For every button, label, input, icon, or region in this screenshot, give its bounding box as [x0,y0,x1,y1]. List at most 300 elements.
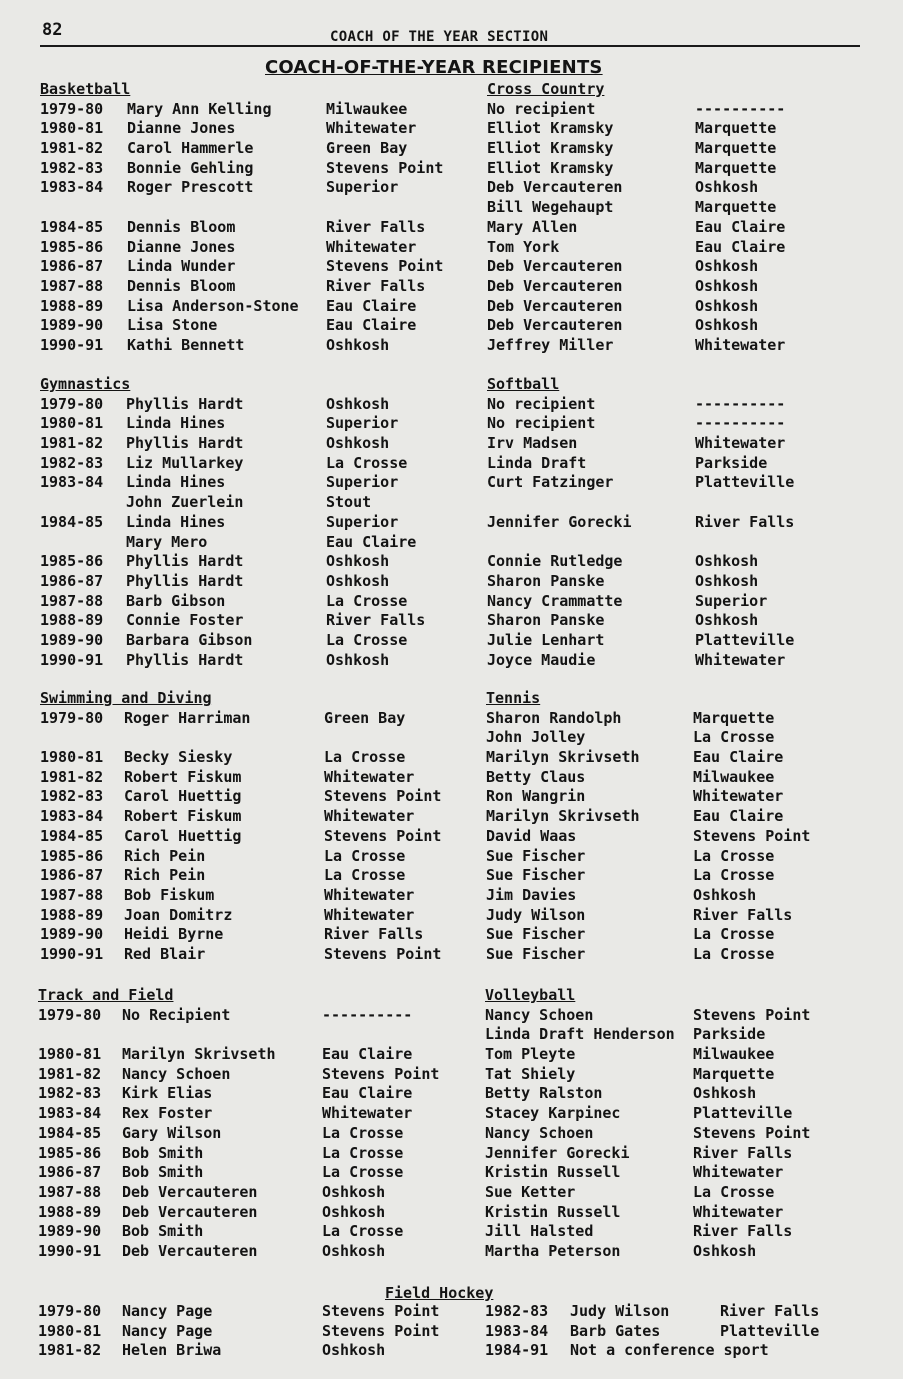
coach-cell: Kristin Russell [485,1163,621,1182]
running-head: COACH OF THE YEAR SECTION [330,29,549,45]
year-cell: 1984-85 [40,217,104,236]
coach-cell: Phyllis Hardt [126,434,244,453]
table-row [40,571,390,592]
table-row [38,1084,413,1104]
year-cell: 1983-84 [40,473,104,492]
school-cell: Stevens Point [324,944,442,963]
year-cell: 1984-85 [38,1123,102,1142]
school-cell: Stevens Point [324,826,442,845]
school-cell: Oshkosh [695,316,759,335]
school-cell: La Crosse [322,1143,404,1162]
table-row [485,1005,811,1026]
table-row [40,276,426,297]
year-cell: 1989-90 [40,630,104,649]
school-cell: Platteville [693,1104,793,1123]
school-cell: La Crosse [324,748,406,767]
table-row [486,944,775,965]
year-cell: 1986-87 [40,257,104,276]
school-cell: La Crosse [693,728,775,747]
table-row [40,826,442,847]
year-cell: 1988-89 [40,905,104,924]
year-cell: 1985-86 [40,846,104,865]
school-cell: Parkside [693,1025,766,1044]
table-row [487,630,795,651]
coach-cell: Deb Vercauteren [487,316,623,335]
table-row [40,532,417,553]
year-cell: 1980-81 [38,1045,102,1064]
table-row [40,925,424,945]
coach-cell: Joyce Maudie [487,650,596,669]
table-row [487,198,777,218]
coach-cell: Stacey Karpinec [485,1104,621,1123]
table-row [487,453,768,474]
year-cell: 1982-83 [485,1302,549,1320]
table-row [486,885,757,906]
school-cell: Oshkosh [322,1182,386,1201]
coach-cell: Bob Fiskum [124,885,215,904]
table-row [40,885,415,906]
coach-cell: Robert Fiskum [124,807,242,826]
school-cell: Whitewater [324,905,415,924]
school-cell: Oshkosh [322,1241,386,1260]
year-cell: 1980-81 [40,119,104,138]
page-title: COACH-OF-THE-YEAR RECIPIENTS [265,57,603,78]
table-row [486,728,775,748]
table-row [40,119,417,139]
table-row [40,414,399,434]
coach-cell: Kathi Bennett [127,335,245,354]
table-row [485,1222,793,1242]
table-row [486,708,775,729]
school-cell: Oshkosh [326,394,390,413]
year-cell: 1983-84 [485,1321,549,1340]
table-row [486,925,775,945]
coach-cell: Rich Pein [124,866,206,885]
year-cell: 1981-82 [40,434,104,453]
coach-cell: Irv Madsen [487,434,578,453]
school-cell: Oshkosh [326,434,390,453]
year-cell: 1987-88 [40,276,104,295]
coach-cell: Barbara Gibson [126,630,253,649]
table-row [486,826,811,847]
table-row [40,217,426,238]
table-row [487,158,777,179]
year-cell: 1979-80 [40,394,104,413]
table-row [485,1104,793,1124]
table-row [487,473,795,493]
coach-cell: Mary Allen [487,217,578,236]
section-heading: Softball [487,375,560,393]
school-cell: Marquette [695,158,777,177]
coach-cell: John Zuerlein [126,493,244,512]
table-row [38,1045,413,1065]
school-cell: River Falls [326,611,426,630]
coach-cell: Becky Siesky [124,748,233,767]
school-cell: ---------- [695,414,786,433]
year-cell: 1984-85 [40,512,104,531]
year-cell: 1983-84 [40,807,104,826]
school-cell: La Crosse [324,846,406,865]
table-row [40,198,130,218]
coach-cell: Linda Draft [487,453,587,472]
coach-cell: Marilyn Skrivseth [122,1045,276,1064]
table-row [487,533,559,553]
coach-cell: Ron Wangrin [486,787,586,806]
table-row [487,139,777,159]
school-cell: La Crosse [693,866,775,885]
year-cell: 1981-82 [40,767,104,786]
coach-cell: Kirk Elias [122,1084,213,1103]
table-row [38,1005,413,1026]
table-row [487,512,795,533]
table-row [486,748,784,768]
school-cell: Marquette [693,708,775,727]
coach-cell: Jeffrey Miller [487,335,614,354]
table-row [485,1241,757,1262]
school-cell: La Crosse [693,846,775,865]
table-row [487,217,786,238]
coach-cell: Nancy Page [122,1321,213,1340]
table-row [40,434,390,454]
table-row [487,276,759,297]
table-row [40,394,390,415]
school-cell: La Crosse [326,630,408,649]
coach-cell: Marilyn Skrivseth [486,748,640,767]
coach-cell: Robert Fiskum [124,767,242,786]
coach-cell: Martha Peterson [485,1241,621,1260]
table-row [487,296,759,317]
school-cell: Stevens Point [322,1321,440,1340]
table-row [40,493,372,513]
school-cell: Superior [695,591,768,610]
school-cell: Platteville [720,1321,820,1340]
table-row [487,611,759,631]
school-cell: La Crosse [693,944,775,963]
coach-cell: Bonnie Gehling [127,158,254,177]
year-cell: 1982-83 [40,787,104,806]
table-row [40,650,390,671]
year-cell: 1985-86 [40,237,104,256]
school-cell: Milwaukee [693,1045,775,1064]
table-row [486,866,775,886]
coach-cell: Jennifer Gorecki [487,512,632,531]
school-cell: Whitewater [326,119,417,138]
coach-cell: Kristin Russell [485,1202,621,1221]
table-row [487,237,786,258]
school-cell: Milwaukee [693,767,775,786]
coach-cell: Deb Vercauteren [487,296,623,315]
coach-cell: Phyllis Hardt [126,552,244,571]
coach-cell: Connie Foster [126,611,244,630]
coach-cell: Sharon Panske [487,571,605,590]
coach-cell: Sue Fischer [486,944,586,963]
coach-cell: No recipient [487,99,596,118]
section-heading: Basketball [40,80,131,98]
coach-cell: Deb Vercauteren [487,178,623,197]
coach-cell: Deb Vercauteren [122,1182,258,1201]
year-cell: 1990-91 [40,335,104,354]
school-cell: Green Bay [324,708,406,727]
school-cell: Milwaukee [326,99,408,118]
table-row [38,1163,404,1183]
coach-cell: Deb Vercauteren [487,276,623,295]
table-row [486,807,784,827]
year-cell: 1987-88 [38,1182,102,1201]
year-cell: 1987-88 [40,885,104,904]
table-row [40,512,399,533]
coach-cell: Betty Ralston [485,1084,603,1103]
coach-cell: Carol Huettig [124,787,242,806]
year-cell: 1984-91 [485,1341,549,1360]
school-cell: Stevens Point [693,826,811,845]
table-row [38,1241,386,1262]
coach-cell: Dennis Bloom [127,276,236,295]
table-row [40,316,417,336]
table-row [485,1084,757,1104]
school-cell: Oshkosh [326,552,390,571]
school-cell: Eau Claire [695,237,786,256]
coach-cell: Liz Mullarkey [126,453,244,472]
school-cell: River Falls [324,925,424,944]
table-row [40,905,415,926]
school-cell: Stevens Point [693,1005,811,1024]
school-cell: Oshkosh [695,552,759,571]
school-cell: Whitewater [695,650,786,669]
school-cell: Marquette [693,1064,775,1083]
section-cross-country [487,80,786,356]
coach-cell: Roger Prescott [127,178,254,197]
year-cell: 1980-81 [38,1321,102,1340]
year-cell: 1982-83 [40,158,104,177]
year-cell: 1979-80 [38,1302,102,1320]
school-cell: Oshkosh [322,1341,386,1360]
table-row [487,591,768,612]
coach-cell: Barb Gibson [126,591,226,610]
school-cell: Whitewater [324,767,415,786]
year-cell: 1981-82 [38,1064,102,1083]
coach-cell: Curt Fatzinger [487,473,614,492]
coach-cell: Phyllis Hardt [126,394,244,413]
table-row [40,767,415,788]
coach-cell: Tom York [487,237,560,256]
table-row [38,1222,404,1242]
year-cell: 1990-91 [38,1241,102,1260]
table-row [40,748,406,768]
school-cell: River Falls [695,512,795,531]
school-cell: La Crosse [326,591,408,610]
year-cell: 1989-90 [38,1222,102,1241]
year-cell: 1986-87 [40,866,104,885]
school-cell: Oshkosh [695,296,759,315]
school-cell: Marquette [695,139,777,158]
coach-cell: Jennifer Gorecki [485,1143,630,1162]
year-cell: 1983-84 [38,1104,102,1123]
school-cell: River Falls [720,1302,820,1320]
coach-cell: Bob Smith [122,1143,204,1162]
school-cell: Whitewater [693,1163,784,1182]
coach-cell: Elliot Kramsky [487,139,614,158]
school-cell: Stevens Point [693,1123,811,1142]
coach-cell: Phyllis Hardt [126,650,244,669]
coach-cell: Nancy Crammatte [487,591,623,610]
field-hockey-heading: Field Hockey [385,1284,494,1302]
section-heading: Track and Field [38,986,174,1004]
school-cell: Whitewater [322,1104,413,1123]
school-cell: Stevens Point [326,158,444,177]
school-cell: Oshkosh [326,335,390,354]
school-cell: Oshkosh [322,1202,386,1221]
table-row [40,787,442,807]
table-row [487,316,759,336]
section-volleyball [485,986,811,1262]
school-cell: Superior [326,178,399,197]
table-row [40,296,417,317]
table-row [38,1182,386,1203]
coach-cell: Deb Vercauteren [122,1202,258,1221]
section-heading: Swimming and Diving [40,689,212,707]
school-cell: Eau Claire [322,1045,413,1064]
coach-cell: Bill Wegehaupt [487,198,614,217]
table-row [40,99,408,120]
coach-cell: Nancy Schoen [485,1005,594,1024]
table-row [487,434,786,454]
school-cell: Stout [326,493,372,512]
school-cell: ---------- [322,1005,413,1024]
school-cell: Green Bay [326,139,408,158]
school-cell: Oshkosh [326,571,390,590]
coach-cell: Jill Halsted [485,1222,594,1241]
coach-cell: Nancy Schoen [122,1064,231,1083]
coach-cell: Red Blair [124,944,206,963]
school-cell: La Crosse [693,925,775,944]
school-cell: Eau Claire [326,296,417,315]
school-cell: Oshkosh [693,1241,757,1260]
coach-cell: Helen Briwa [122,1341,222,1360]
coach-cell: Bob Smith [122,1222,204,1241]
coach-cell: Tat Shiely [485,1064,576,1083]
year-cell: 1990-91 [40,650,104,669]
table-row [487,178,759,198]
table-row [38,1064,440,1085]
section-heading: Volleyball [485,986,576,1004]
year-cell: 1979-80 [40,708,104,727]
table-row [485,1045,775,1065]
school-cell: Superior [326,473,399,492]
school-cell: Eau Claire [693,807,784,826]
coach-cell: Not a conference sport [570,1341,769,1360]
year-cell: 1989-90 [40,925,104,944]
coach-cell: Dianne Jones [127,237,236,256]
coach-cell: David Waas [486,826,577,845]
school-cell: Stevens Point [322,1064,440,1083]
coach-cell: Gary Wilson [122,1123,222,1142]
school-cell: Marquette [695,119,777,138]
year-cell: 1985-86 [38,1143,102,1162]
coach-cell: Lisa Stone [127,316,218,335]
year-cell: 1979-80 [40,99,104,118]
table-row [40,473,399,493]
coach-cell: Linda Draft Henderson [485,1025,675,1044]
table-row [40,846,406,867]
school-cell: La Crosse [326,453,408,472]
section-gymnastics [40,375,426,670]
coach-cell: No recipient [487,414,596,433]
section-basketball [40,80,444,356]
table-row [40,335,390,356]
coach-cell: Rich Pein [124,846,206,865]
table-row [40,591,408,612]
table-row [38,1143,404,1164]
school-cell: Oshkosh [695,571,759,590]
table-row [40,866,406,886]
table-row [485,1064,775,1085]
coach-cell: No recipient [487,394,596,413]
table-row [40,237,417,258]
coach-cell: Linda Hines [126,473,226,492]
year-cell: 1982-83 [38,1084,102,1103]
table-row [485,1182,775,1203]
school-cell: ---------- [695,99,786,118]
table-row [485,1123,811,1144]
coach-cell: Sue Fischer [486,866,586,885]
coach-cell: Mary Ann Kelling [127,99,272,118]
school-cell: River Falls [326,217,426,236]
coach-cell: Nancy Page [122,1302,213,1320]
year-cell: 1988-89 [40,296,104,315]
year-cell: 1982-83 [40,453,104,472]
coach-cell: Sue Ketter [485,1182,576,1201]
coach-cell: Deb Vercauteren [122,1241,258,1260]
coach-cell: Sharon Randolph [486,708,622,727]
school-cell: Whitewater [693,787,784,806]
table-row [40,807,415,827]
section-heading: Gymnastics [40,375,131,393]
table-row [487,394,786,415]
school-cell: River Falls [693,1222,793,1241]
table-row [38,1123,404,1144]
year-cell: 1983-84 [40,178,104,197]
coach-cell: Phyllis Hardt [126,571,244,590]
school-cell: Oshkosh [695,276,759,295]
school-cell: Platteville [695,473,795,492]
year-cell: 1988-89 [38,1202,102,1221]
year-cell: 1986-87 [38,1163,102,1182]
year-cell: 1989-90 [40,316,104,335]
section-heading: Tennis [486,689,541,707]
coach-cell: Judy Wilson [486,905,586,924]
section-heading: Cross Country [487,80,605,98]
school-cell: Whitewater [324,807,415,826]
school-cell: Whitewater [693,1202,784,1221]
school-cell: Eau Claire [695,217,786,236]
header-rule [40,45,860,47]
coach-cell: Linda Wunder [127,257,236,276]
school-cell: Eau Claire [693,748,784,767]
year-cell: 1984-85 [40,826,104,845]
coach-cell: Linda Hines [126,512,226,531]
coach-cell: Rex Foster [122,1104,213,1123]
coach-cell: Heidi Byrne [124,925,224,944]
school-cell: La Crosse [322,1222,404,1241]
page-number: 82 [42,20,63,40]
coach-cell: Sharon Panske [487,611,605,630]
table-row [40,257,444,277]
school-cell: Oshkosh [326,650,390,669]
school-cell: Oshkosh [695,257,759,276]
table-row [38,1202,386,1223]
coach-cell: Dennis Bloom [127,217,236,236]
school-cell: Whitewater [326,237,417,256]
